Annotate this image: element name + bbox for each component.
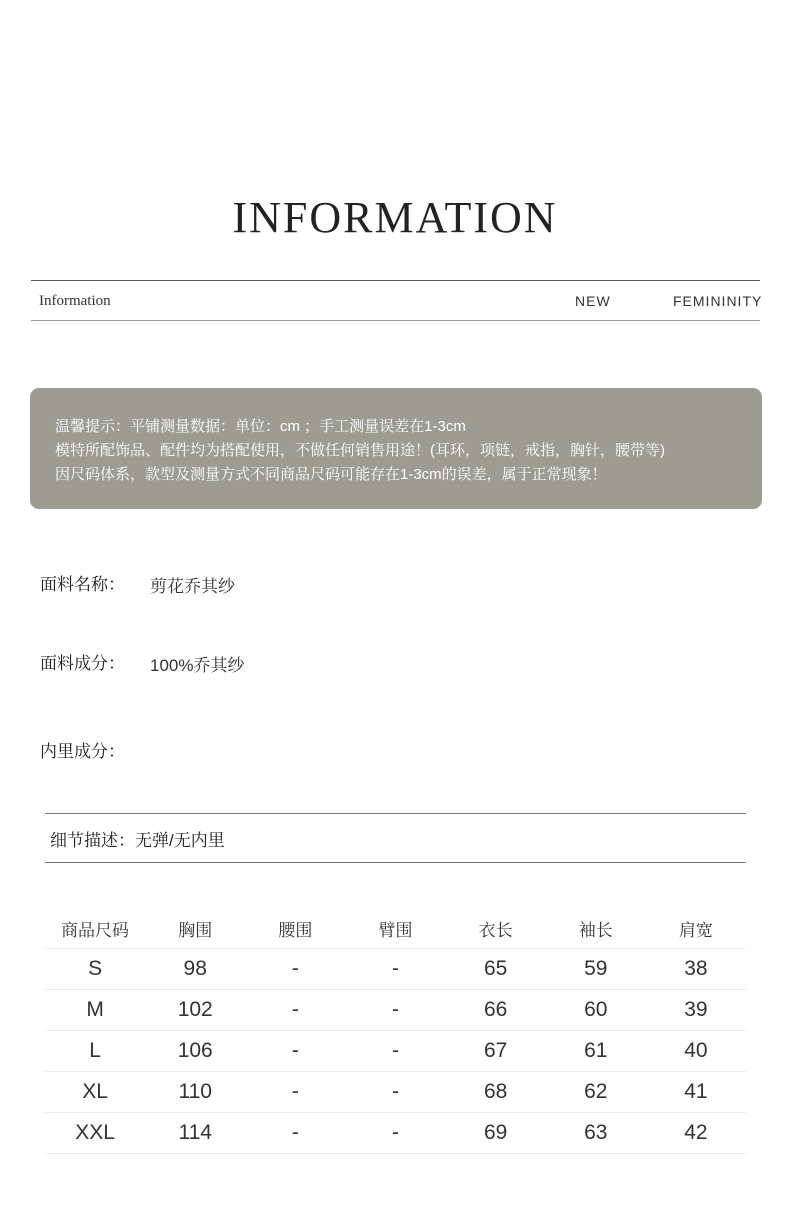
details-bottom-rule <box>45 862 746 863</box>
table-row <box>45 1072 746 1113</box>
header-waist: 腰围 <box>245 908 345 949</box>
size-table <box>45 908 746 1154</box>
header-shoulder: 肩宽 <box>646 908 746 949</box>
table-cell: - <box>345 1072 445 1113</box>
table-cell: 61 <box>546 1031 646 1072</box>
table-cell: XL <box>45 1072 145 1113</box>
table-cell: 40 <box>646 1031 746 1072</box>
table-cell: - <box>245 949 345 990</box>
size-table-header-row <box>45 908 746 949</box>
details-top-rule <box>45 813 746 814</box>
table-cell: 63 <box>546 1113 646 1154</box>
table-cell: 110 <box>145 1072 245 1113</box>
table-cell: 39 <box>646 990 746 1031</box>
header-chest: 胸围 <box>145 908 245 949</box>
table-cell: M <box>45 990 145 1031</box>
table-cell: - <box>345 949 445 990</box>
table-cell: 114 <box>145 1113 245 1154</box>
fabric-name-value: 剪花乔其纱 <box>150 577 235 596</box>
table-cell: 69 <box>446 1113 546 1154</box>
fabric-name-row <box>40 570 235 596</box>
table-cell: - <box>245 1031 345 1072</box>
header-top-rule <box>31 280 760 281</box>
fabric-composition-value: 100%乔其纱 <box>150 656 245 675</box>
table-cell: 66 <box>446 990 546 1031</box>
subheader-femininity: FEMININITY <box>673 293 763 309</box>
table-cell: 62 <box>546 1072 646 1113</box>
notice-line: 因尺码体系，款型及测量方式不同商品尺码可能存在1-3cm的误差，属于正常现象！ <box>55 466 607 483</box>
header-size: 商品尺码 <box>45 908 145 949</box>
notice-box <box>30 388 762 509</box>
notice-line: 温馨提示：平铺测量数据：单位：cm ；手工测量误差在1-3cm <box>55 418 466 435</box>
header-length: 衣长 <box>446 908 546 949</box>
table-cell: 67 <box>446 1031 546 1072</box>
table-cell: 102 <box>145 990 245 1031</box>
table-cell: - <box>345 990 445 1031</box>
header-arm: 臂围 <box>345 908 445 949</box>
table-cell: S <box>45 949 145 990</box>
table-cell: L <box>45 1031 145 1072</box>
table-cell: 42 <box>646 1113 746 1154</box>
lining-composition-row <box>40 737 125 762</box>
details-value: 无弹/无内里 <box>135 831 225 850</box>
page-title: INFORMATION <box>232 193 558 242</box>
details-row <box>50 826 225 851</box>
table-cell: - <box>245 990 345 1031</box>
subheader-new: NEW <box>575 293 611 309</box>
table-cell: - <box>245 1113 345 1154</box>
fabric-composition-label: 面料成分： <box>40 654 125 673</box>
table-row <box>45 1031 746 1072</box>
header-sleeve: 袖长 <box>546 908 646 949</box>
lining-composition-label: 内里成分： <box>40 742 125 761</box>
table-cell: 68 <box>446 1072 546 1113</box>
table-cell: 41 <box>646 1072 746 1113</box>
subheader-information: Information <box>39 293 111 309</box>
table-cell: 38 <box>646 949 746 990</box>
table-cell: 98 <box>145 949 245 990</box>
details-label: 细节描述： <box>50 831 135 850</box>
table-cell: 65 <box>446 949 546 990</box>
table-cell: - <box>245 1072 345 1113</box>
header-bottom-rule <box>31 320 760 321</box>
table-cell: 59 <box>546 949 646 990</box>
notice-line: 模特所配饰品、配件均为搭配使用，不做任何销售用途！(耳环，项链，戒指，胸针，腰带等) <box>55 442 665 459</box>
fabric-name-label: 面料名称： <box>40 575 125 594</box>
table-cell: XXL <box>45 1113 145 1154</box>
table-cell: - <box>345 1031 445 1072</box>
table-row <box>45 949 746 990</box>
table-cell: 106 <box>145 1031 245 1072</box>
fabric-composition-row <box>40 649 245 675</box>
table-cell: - <box>345 1113 445 1154</box>
table-row <box>45 990 746 1031</box>
table-row <box>45 1113 746 1154</box>
table-cell: 60 <box>546 990 646 1031</box>
